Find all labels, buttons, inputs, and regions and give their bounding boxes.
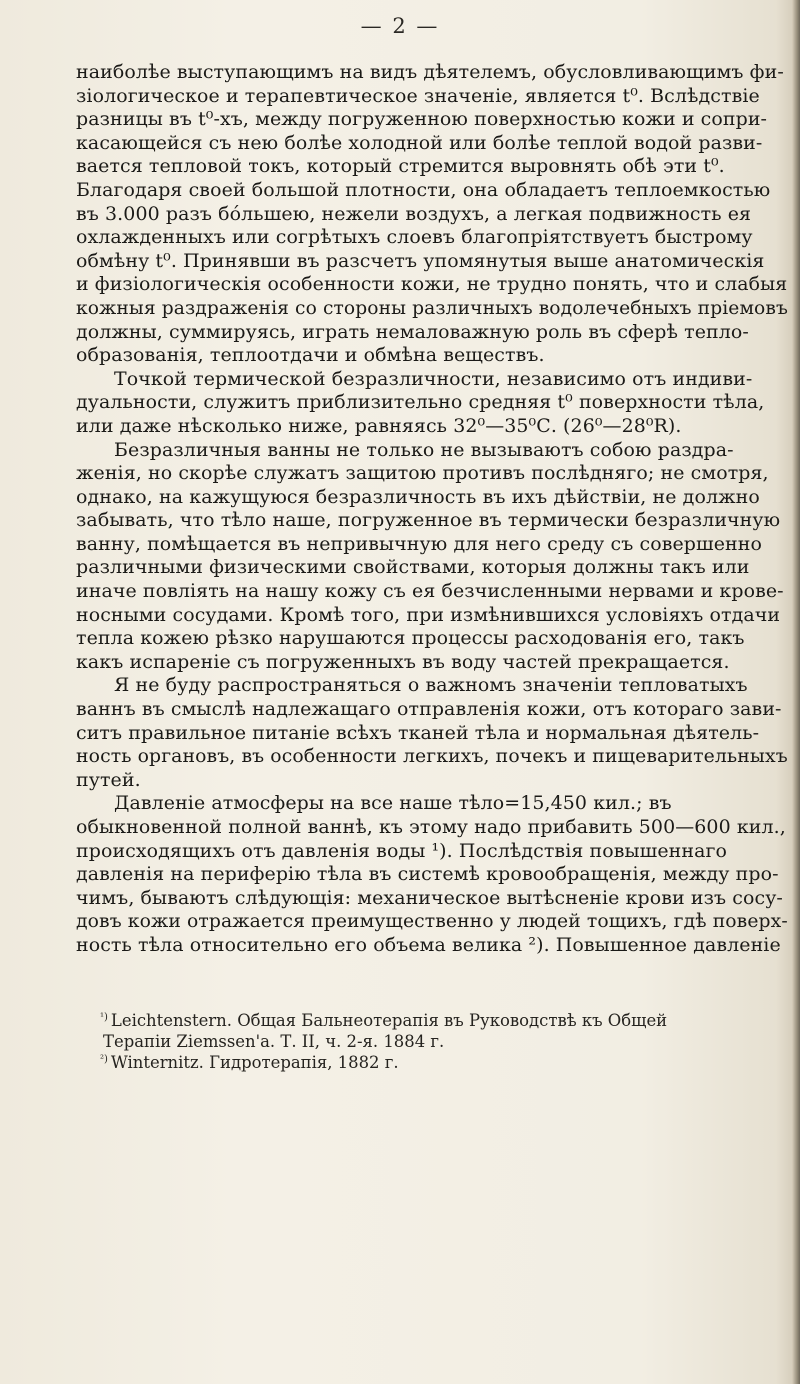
text-line: вается тепловой токъ, который стремится выровнять обѣ эти t⁰. xyxy=(76,155,725,178)
text-line: забывать, что тѣло наше, погруженное въ термически безразличную xyxy=(76,509,781,532)
text-line: ситъ правильное питаніе всѣхъ тканей тѣла и нормальная дѣятель- xyxy=(76,721,760,744)
text-line: давленія на периферію тѣла въ системѣ кровообращенія, между про- xyxy=(76,863,779,886)
footnotes xyxy=(76,1010,790,1073)
text-line: Давленіе атмосферы на все наше тѣло=15,450 кил.; въ xyxy=(114,792,672,815)
text-line: тепла кожею рѣзко нарушаются процессы расходованія его, такъ xyxy=(76,627,745,650)
page-edge-shadow xyxy=(792,0,800,1384)
text-line: путей. xyxy=(76,768,141,791)
text-line: наиболѣе выступающимъ на видъ дѣятелемъ, обусловливающимъ фи- xyxy=(76,61,784,83)
footnote-text: Winternitz. Гидротерапія, 1882 г. xyxy=(110,1053,399,1072)
footnote-text: Leichtenstern. Общая Бальнеотерапія въ Руководствѣ къ Общей xyxy=(110,1011,668,1030)
text-line: образованія, теплоотдачи и обмѣна веществъ. xyxy=(76,344,545,367)
text-line: дуальности, служитъ приблизительно средняя t⁰ поверхности тѣла, xyxy=(76,391,765,414)
text-line: ность тѣла относительно его объема велика ²). Повышенное давленіе xyxy=(76,933,781,956)
text-line: чимъ, бываютъ слѣдующія: механическое вытѣсненіе крови изъ сосу- xyxy=(76,886,783,909)
text-line: обыкновенной полной ваннѣ, къ этому надо прибавить 500—600 кил., xyxy=(76,816,786,838)
text-line: происходящихъ отъ давленія воды ¹). Послѣдствія повышеннаго xyxy=(76,839,728,862)
footnote xyxy=(76,1031,790,1052)
text-line: или даже нѣсколько ниже, равняясь 32⁰—35⁰С. (26⁰—28⁰R). xyxy=(76,414,682,437)
text-line: Благодаря своей большой плотности, она обладаетъ теплоемкостью xyxy=(76,178,771,201)
text-line: женія, но скорѣе служатъ защитою противъ послѣдняго; не смотря, xyxy=(76,462,769,485)
text-line: зіологическое и терапевтическое значеніе, является t⁰. Вслѣдствіе xyxy=(76,84,760,107)
text-line: носными сосудами. Кромѣ того, при измѣнившихся условіяхъ отдачи xyxy=(76,603,781,626)
footnote-mark: ¹) xyxy=(100,1011,108,1023)
text-line: Точкой термической безразличности, независимо отъ индиви- xyxy=(114,367,753,390)
body-text xyxy=(76,61,790,958)
text-line: какъ испареніе съ погруженныхъ въ воду частей прекращается. xyxy=(76,650,730,673)
text-line: касающейся съ нею болѣе холодной или болѣе теплой водой разви- xyxy=(76,131,763,154)
footnote xyxy=(76,1010,790,1031)
footnote-mark: ²) xyxy=(100,1053,108,1065)
text-line: Я не буду распространяться о важномъ значеніи тепловатыхъ xyxy=(114,674,748,697)
text-line: должны, суммируясь, играть немаловажную роль въ сферѣ тепло- xyxy=(76,320,749,343)
footnote-text: Терапіи Ziemssen'a. Т. II, ч. 2-я. 1884 г. xyxy=(103,1032,445,1051)
text-line: Безразличныя ванны не только не вызываютъ собою раздра- xyxy=(114,438,734,461)
text-line: въ 3.000 разъ бо́льшею, нежели воздухъ, а легкая подвижность ея xyxy=(76,202,752,225)
text-line: охлажденныхъ или согрѣтыхъ слоевъ благопріятствуетъ быстрому xyxy=(76,226,753,249)
page-number: — 2 — xyxy=(360,14,440,38)
text-line: ность органовъ, въ особенности легкихъ, почекъ и пищеварительныхъ xyxy=(76,746,788,768)
text-line: разницы въ t⁰-хъ, между погруженною поверхностью кожи и сопри- xyxy=(76,108,768,131)
text-line: и физіологическія особенности кожи, не трудно понять, что и слабыя xyxy=(76,273,788,296)
text-line: ваннъ въ смыслѣ надлежащаго отправленія кожи, отъ котораго зави- xyxy=(76,698,782,721)
text-line: кожныя раздраженія со стороны различныхъ водолечебныхъ пріемовъ xyxy=(76,297,788,319)
text-line: иначе повліять на нашу кожу съ ея безчисленными нервами и крове- xyxy=(76,580,784,603)
text-line: различными физическими свойствами, которыя должны такъ или xyxy=(76,556,750,579)
text-line: довъ кожи отражается преимущественно у людей тощихъ, гдѣ поверх- xyxy=(76,911,788,933)
text-line: обмѣну t⁰. Принявши въ разсчетъ упомянутыя выше анатомическія xyxy=(76,249,765,272)
footnote xyxy=(76,1052,790,1073)
text-line: ванну, помѣщается въ непривычную для него среду съ совершенно xyxy=(76,532,762,555)
text-line: однако, на кажущуюся безразличность въ ихъ дѣйствіи, не должно xyxy=(76,485,760,508)
